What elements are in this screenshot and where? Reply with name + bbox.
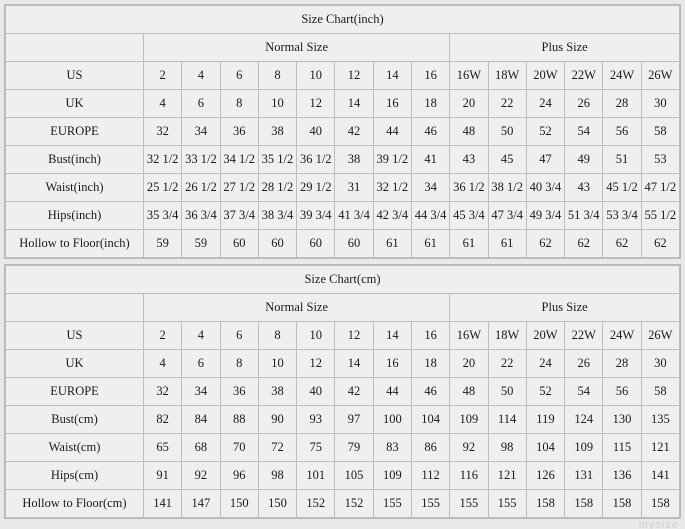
group-corner-blank <box>6 34 144 62</box>
cell: 32 1/2 <box>373 174 411 202</box>
cell: 124 <box>565 406 603 434</box>
cell: 16 <box>373 350 411 378</box>
table-row <box>6 490 680 518</box>
cell: 18W <box>488 62 526 90</box>
cell: 101 <box>297 462 335 490</box>
cell: 47 3/4 <box>488 202 526 230</box>
group-normal-size: Normal Size <box>144 294 450 322</box>
cell: 109 <box>373 462 411 490</box>
cell: 34 1/2 <box>220 146 258 174</box>
cell: 141 <box>641 462 679 490</box>
cell: 10 <box>258 350 296 378</box>
cell: 41 3/4 <box>335 202 373 230</box>
cell: 40 <box>297 378 335 406</box>
cell: 91 <box>144 462 182 490</box>
cell: 61 <box>488 230 526 258</box>
cell: 152 <box>297 490 335 518</box>
cell: 2 <box>144 322 182 350</box>
cell: 49 3/4 <box>526 202 564 230</box>
cell: 40 <box>297 118 335 146</box>
cell: 29 1/2 <box>297 174 335 202</box>
row-label: Hollow to Floor(cm) <box>6 490 144 518</box>
cell: 62 <box>641 230 679 258</box>
cell: 22W <box>565 322 603 350</box>
cell: 28 <box>603 90 641 118</box>
cell: 126 <box>526 462 564 490</box>
row-label: US <box>6 62 144 90</box>
table-row <box>6 146 680 174</box>
cell: 18 <box>411 350 449 378</box>
row-label: Hips(inch) <box>6 202 144 230</box>
cell: 155 <box>488 490 526 518</box>
cell: 6 <box>182 350 220 378</box>
cell: 82 <box>144 406 182 434</box>
table-row <box>6 406 680 434</box>
cell: 60 <box>220 230 258 258</box>
cell: 43 <box>450 146 488 174</box>
cell: 14 <box>335 350 373 378</box>
cell: 12 <box>297 350 335 378</box>
table-row <box>6 378 680 406</box>
cell: 36 <box>220 118 258 146</box>
cell: 33 1/2 <box>182 146 220 174</box>
cell: 35 3/4 <box>144 202 182 230</box>
cell: 135 <box>641 406 679 434</box>
cell: 31 <box>335 174 373 202</box>
cell: 158 <box>526 490 564 518</box>
cell: 131 <box>565 462 603 490</box>
cell: 43 <box>565 174 603 202</box>
cell: 6 <box>220 322 258 350</box>
size-chart-inch-table <box>5 5 680 258</box>
cell: 32 <box>144 118 182 146</box>
cell: 12 <box>335 62 373 90</box>
cell: 12 <box>297 90 335 118</box>
cell: 158 <box>565 490 603 518</box>
cell: 62 <box>526 230 564 258</box>
table-group-row <box>6 294 680 322</box>
cell: 47 1/2 <box>641 174 679 202</box>
cell: 38 <box>335 146 373 174</box>
cell: 24W <box>603 322 641 350</box>
cell: 150 <box>220 490 258 518</box>
cell: 18 <box>411 90 449 118</box>
cell: 25 1/2 <box>144 174 182 202</box>
cell: 104 <box>526 434 564 462</box>
cell: 20W <box>526 62 564 90</box>
cell: 22W <box>565 62 603 90</box>
cell: 22 <box>488 90 526 118</box>
cell: 75 <box>297 434 335 462</box>
cell: 60 <box>258 230 296 258</box>
cell: 109 <box>565 434 603 462</box>
cell: 34 <box>182 118 220 146</box>
group-plus-size: Plus Size <box>450 294 680 322</box>
cell: 59 <box>182 230 220 258</box>
cell: 20W <box>526 322 564 350</box>
cell: 26W <box>641 322 679 350</box>
group-normal-size: Normal Size <box>144 34 450 62</box>
cell: 56 <box>603 118 641 146</box>
size-chart-cm-table <box>5 265 680 518</box>
cell: 42 <box>335 118 373 146</box>
cell: 48 <box>450 118 488 146</box>
row-label: Bust(cm) <box>6 406 144 434</box>
cell: 35 1/2 <box>258 146 296 174</box>
cell: 62 <box>603 230 641 258</box>
cell: 14 <box>335 90 373 118</box>
cell: 18W <box>488 322 526 350</box>
cell: 24 <box>526 90 564 118</box>
cell: 130 <box>603 406 641 434</box>
cell: 36 1/2 <box>450 174 488 202</box>
cell: 4 <box>144 90 182 118</box>
cell: 48 <box>450 378 488 406</box>
cell: 51 <box>603 146 641 174</box>
row-label: Bust(inch) <box>6 146 144 174</box>
cell: 20 <box>450 90 488 118</box>
cell: 24W <box>603 62 641 90</box>
table-row <box>6 230 680 258</box>
table-row <box>6 434 680 462</box>
cell: 22 <box>488 350 526 378</box>
cell: 56 <box>603 378 641 406</box>
cell: 4 <box>182 62 220 90</box>
cell: 79 <box>335 434 373 462</box>
cell: 14 <box>373 62 411 90</box>
cell: 20 <box>450 350 488 378</box>
cell: 38 3/4 <box>258 202 296 230</box>
cell: 68 <box>182 434 220 462</box>
cell: 72 <box>258 434 296 462</box>
cell: 26W <box>641 62 679 90</box>
row-label: EUROPE <box>6 378 144 406</box>
cell: 45 1/2 <box>603 174 641 202</box>
cell: 32 <box>144 378 182 406</box>
cell: 155 <box>411 490 449 518</box>
cell: 112 <box>411 462 449 490</box>
cell: 52 <box>526 378 564 406</box>
cell: 45 3/4 <box>450 202 488 230</box>
cell: 8 <box>220 350 258 378</box>
cell: 105 <box>335 462 373 490</box>
cell: 152 <box>335 490 373 518</box>
row-label: US <box>6 322 144 350</box>
cell: 8 <box>258 322 296 350</box>
cell: 30 <box>641 90 679 118</box>
cell: 38 1/2 <box>488 174 526 202</box>
chart-title: Size Chart(inch) <box>6 6 680 34</box>
cell: 32 1/2 <box>144 146 182 174</box>
cell: 50 <box>488 118 526 146</box>
cell: 24 <box>526 350 564 378</box>
cell: 10 <box>258 90 296 118</box>
cell: 93 <box>297 406 335 434</box>
cell: 45 <box>488 146 526 174</box>
cell: 109 <box>450 406 488 434</box>
cell: 27 1/2 <box>220 174 258 202</box>
cell: 49 <box>565 146 603 174</box>
cell: 60 <box>335 230 373 258</box>
size-chart-inch-block <box>4 4 681 259</box>
cell: 46 <box>411 118 449 146</box>
cell: 41 <box>411 146 449 174</box>
cell: 92 <box>450 434 488 462</box>
cell: 8 <box>258 62 296 90</box>
row-label: Hips(cm) <box>6 462 144 490</box>
cell: 44 <box>373 378 411 406</box>
table-group-row <box>6 34 680 62</box>
cell: 37 3/4 <box>220 202 258 230</box>
cell: 155 <box>373 490 411 518</box>
table-row <box>6 118 680 146</box>
table-title-row <box>6 6 680 34</box>
cell: 46 <box>411 378 449 406</box>
cell: 47 <box>526 146 564 174</box>
cell: 42 3/4 <box>373 202 411 230</box>
cell: 38 <box>258 118 296 146</box>
cell: 16 <box>373 90 411 118</box>
cell: 114 <box>488 406 526 434</box>
cell: 61 <box>373 230 411 258</box>
cell: 28 1/2 <box>258 174 296 202</box>
cell: 16 <box>411 322 449 350</box>
cell: 51 3/4 <box>565 202 603 230</box>
cell: 6 <box>182 90 220 118</box>
cell: 121 <box>488 462 526 490</box>
row-label: Hollow to Floor(inch) <box>6 230 144 258</box>
cell: 52 <box>526 118 564 146</box>
cell: 10 <box>297 322 335 350</box>
cell: 88 <box>220 406 258 434</box>
cell: 53 <box>641 146 679 174</box>
cell: 119 <box>526 406 564 434</box>
group-corner-blank <box>6 294 144 322</box>
cell: 16W <box>450 322 488 350</box>
cell: 12 <box>335 322 373 350</box>
size-chart-cm-block <box>4 264 681 519</box>
cell: 60 <box>297 230 335 258</box>
table-row <box>6 90 680 118</box>
cell: 155 <box>450 490 488 518</box>
cell: 86 <box>411 434 449 462</box>
cell: 54 <box>565 118 603 146</box>
row-label: EUROPE <box>6 118 144 146</box>
cell: 141 <box>144 490 182 518</box>
chart-title: Size Chart(cm) <box>6 266 680 294</box>
cell: 55 1/2 <box>641 202 679 230</box>
cell: 96 <box>220 462 258 490</box>
row-label: UK <box>6 350 144 378</box>
row-label: Waist(inch) <box>6 174 144 202</box>
cell: 61 <box>411 230 449 258</box>
cell: 53 3/4 <box>603 202 641 230</box>
cell: 34 <box>411 174 449 202</box>
cell: 97 <box>335 406 373 434</box>
cell: 147 <box>182 490 220 518</box>
cell: 121 <box>641 434 679 462</box>
cell: 2 <box>144 62 182 90</box>
watermark-text: mysize <box>638 519 679 529</box>
cell: 158 <box>603 490 641 518</box>
cell: 158 <box>641 490 679 518</box>
cell: 104 <box>411 406 449 434</box>
cell: 70 <box>220 434 258 462</box>
cell: 8 <box>220 90 258 118</box>
cell: 44 <box>373 118 411 146</box>
cell: 30 <box>641 350 679 378</box>
cell: 39 1/2 <box>373 146 411 174</box>
table-row <box>6 202 680 230</box>
cell: 36 <box>220 378 258 406</box>
row-label: UK <box>6 90 144 118</box>
cell: 58 <box>641 378 679 406</box>
cell: 62 <box>565 230 603 258</box>
cell: 26 <box>565 350 603 378</box>
cell: 38 <box>258 378 296 406</box>
cell: 39 3/4 <box>297 202 335 230</box>
cell: 98 <box>488 434 526 462</box>
cell: 90 <box>258 406 296 434</box>
cell: 4 <box>144 350 182 378</box>
table-row <box>6 322 680 350</box>
cell: 98 <box>258 462 296 490</box>
table-title-row <box>6 266 680 294</box>
cell: 14 <box>373 322 411 350</box>
cell: 34 <box>182 378 220 406</box>
cell: 6 <box>220 62 258 90</box>
size-chart-page <box>0 4 685 529</box>
cell: 61 <box>450 230 488 258</box>
cell: 4 <box>182 322 220 350</box>
cell: 50 <box>488 378 526 406</box>
table-row <box>6 62 680 90</box>
table-row <box>6 462 680 490</box>
cell: 150 <box>258 490 296 518</box>
row-label: Waist(cm) <box>6 434 144 462</box>
cell: 36 1/2 <box>297 146 335 174</box>
cell: 36 3/4 <box>182 202 220 230</box>
cell: 28 <box>603 350 641 378</box>
cell: 65 <box>144 434 182 462</box>
table-row <box>6 350 680 378</box>
cell: 58 <box>641 118 679 146</box>
cell: 44 3/4 <box>411 202 449 230</box>
cell: 136 <box>603 462 641 490</box>
cell: 16W <box>450 62 488 90</box>
cell: 42 <box>335 378 373 406</box>
cell: 116 <box>450 462 488 490</box>
table-row <box>6 174 680 202</box>
cell: 84 <box>182 406 220 434</box>
cell: 54 <box>565 378 603 406</box>
cell: 83 <box>373 434 411 462</box>
group-plus-size: Plus Size <box>450 34 680 62</box>
cell: 115 <box>603 434 641 462</box>
cell: 40 3/4 <box>526 174 564 202</box>
cell: 26 1/2 <box>182 174 220 202</box>
cell: 59 <box>144 230 182 258</box>
cell: 16 <box>411 62 449 90</box>
cell: 100 <box>373 406 411 434</box>
cell: 26 <box>565 90 603 118</box>
cell: 10 <box>297 62 335 90</box>
cell: 92 <box>182 462 220 490</box>
